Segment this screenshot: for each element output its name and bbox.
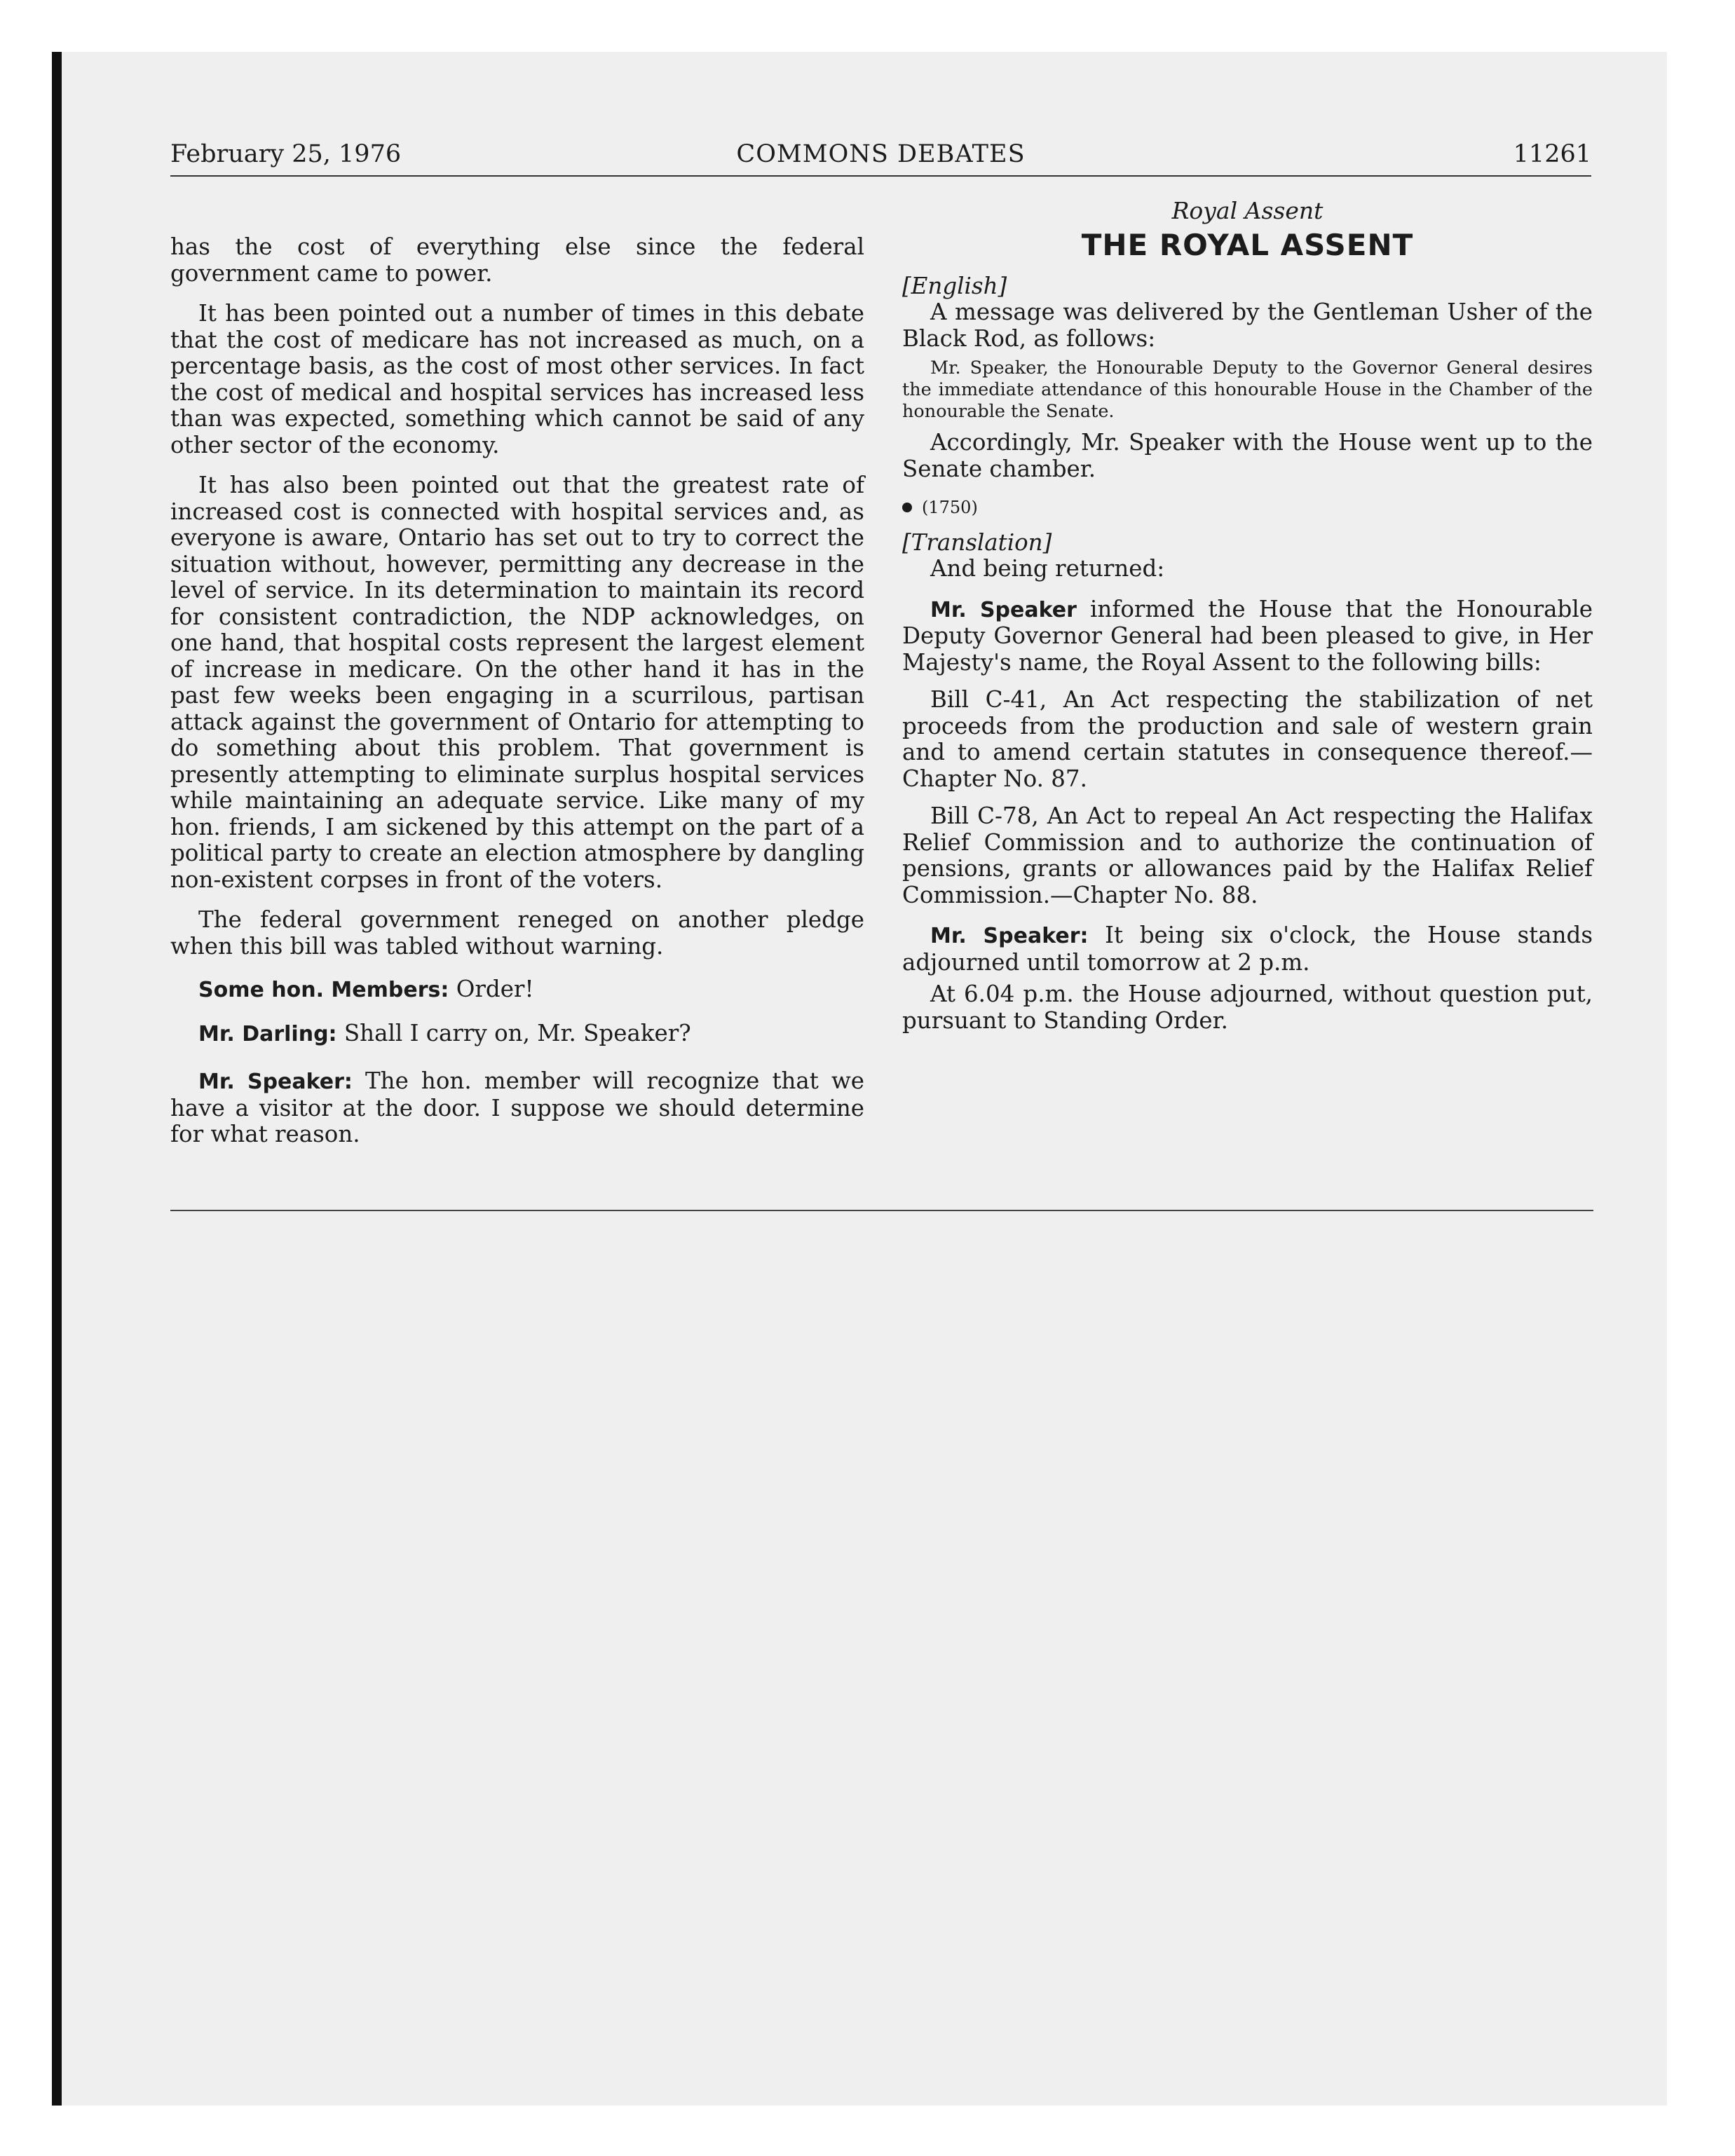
speaker-name: Mr. Darling: xyxy=(198,1021,337,1046)
paragraph: It has been pointed out a number of times in this debate that the cost of medicare has not increased as much, on a percentage basis, as the cost of most other services. In fact the cost of medical and hospital services has increased less than was expected, something which cannot be said of any other sector of the economy. xyxy=(170,300,864,458)
running-head: Royal Assent xyxy=(1171,197,1324,224)
speaker-name: Mr. Speaker: xyxy=(930,924,1089,948)
speech xyxy=(170,976,864,1004)
time-text: (1750) xyxy=(922,498,978,517)
left-column xyxy=(170,198,864,1148)
page-edge xyxy=(52,52,62,2106)
header-page-number: 11261 xyxy=(1513,140,1591,168)
speech xyxy=(170,1068,864,1148)
paragraph: And being returned: xyxy=(930,555,1165,582)
bullet-icon xyxy=(902,503,912,512)
language-tag: [English] xyxy=(902,272,1007,299)
message-text: Mr. Speaker, the Honourable Deputy to the Governor General desires the immediate attendance of this honourable House in the Chamber of the honourable the Senate. xyxy=(902,357,1593,422)
speaker-name: Mr. Speaker xyxy=(930,597,1077,622)
bill-item: Bill C-78, An Act to repeal An Act respecting the Halifax Relief Commission and to authorize the continuation of pensions, grants or allowances paid by the Halifax Relief Commission.—Chapter No. 88. xyxy=(902,803,1593,908)
bottom-rule xyxy=(170,1210,1593,1211)
paragraph: It has also been pointed out that the greatest rate of increased cost is connected with hospital services and, as everyone is aware, Ontario has set out to try to correct the situation without, however, permitting any decrease in the level of service. In its determination to maintain its record for consistent contradiction, the NDP acknowledges, on one hand, that hospital costs represent the largest element of increase in medicare. On the other hand it has in the past few weeks been engaging in a scurrilous, partisan attack against the government of Ontario for attempting to do something about this problem. That government is presently attempting to eliminate surplus hospital services while maintaining an adequate service. Like many of my hon. friends, I am sickened by this attempt on the part of a political party to create an election atmosphere by dangling non-existent corpses in front of the voters. xyxy=(170,472,864,893)
speech-text: informed the House that the Honourable Deputy Governor General had been pleased to give, in Her Majesty's name, the Royal Assent to the following bills: xyxy=(902,595,1593,676)
speaker-name: Mr. Speaker: xyxy=(198,1070,353,1094)
section-title: THE ROYAL ASSENT xyxy=(1081,227,1414,262)
language-tag: [Translation] xyxy=(902,528,1052,556)
speech-text: The hon. member will recognize that we have a visitor at the door. I suppose we should determine for what reason. xyxy=(170,1067,864,1147)
speech-text: It being six o'clock, the House stands adjourned until tomorrow at 2 p.m. xyxy=(902,922,1593,976)
time-marker xyxy=(902,495,1593,521)
paragraph: At 6.04 p.m. the House adjourned, without question put, pursuant to Standing Order. xyxy=(902,981,1593,1034)
bill-item: Bill C-41, An Act respecting the stabilization of net proceeds from the production and sale of western grain and to amend certain statutes in consequence thereof.—Chapter No. 87. xyxy=(902,686,1593,792)
right-column xyxy=(902,198,1593,1034)
header-title: COMMONS DEBATES xyxy=(736,140,1026,168)
speaker-name: Some hon. Members: xyxy=(198,978,449,1002)
speech xyxy=(170,1021,864,1048)
paragraph: A message was delivered by the Gentleman Usher of the Black Rod, as follows: xyxy=(902,299,1593,352)
speech xyxy=(902,596,1593,676)
paragraph: Accordingly, Mr. Speaker with the House went up to the Senate chamber. xyxy=(902,429,1593,482)
speech-text: Order! xyxy=(449,976,534,1002)
header-date: February 25, 1976 xyxy=(170,140,402,168)
speech-text: Shall I carry on, Mr. Speaker? xyxy=(336,1019,691,1046)
paragraph: has the cost of everything else since the federal government came to power. xyxy=(170,233,864,287)
page-header xyxy=(170,140,1591,174)
header-rule xyxy=(170,175,1591,177)
paragraph: The federal government reneged on another pledge when this bill was tabled without warning. xyxy=(170,906,864,960)
speech xyxy=(902,922,1593,976)
